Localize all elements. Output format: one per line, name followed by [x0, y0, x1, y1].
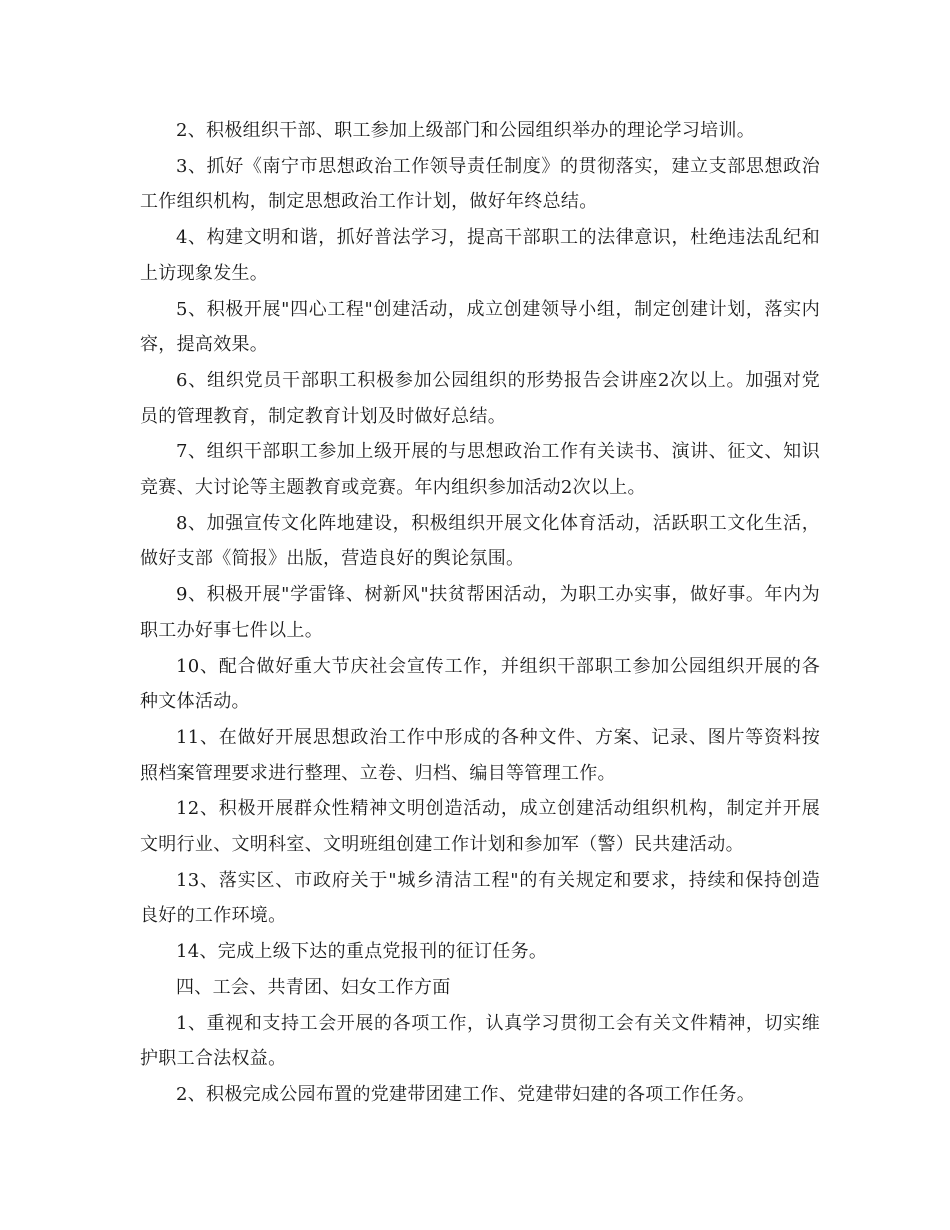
section-heading-union-youth-women: 四、工会、共青团、妇女工作方面 [176, 976, 451, 998]
paragraph-item-13-clean-project: 13、落实区、市政府关于"城乡清洁工程"的有关规定和要求，持续和保持创造良好的工作环境。 [140, 869, 820, 927]
paragraph-item-3-responsibility-system: 3、抓好《南宁市思想政治工作领导责任制度》的贯彻落实，建立支部思想政治工作组织机构，制定思想政治工作计划，做好年终总结。 [140, 155, 820, 213]
paragraph-item-7-theme-education: 7、组织干部职工参加上级开展的与思想政治工作有关读书、演讲、征文、知识竞赛、大讨论等主题教育或竞赛。年内组织参加活动2次以上。 [140, 441, 820, 499]
paragraph-item-14-newspaper-subscription: 14、完成上级下达的重点党报刊的征订任务。 [176, 941, 548, 963]
paragraph-item-8-culture-publicity: 8、加强宣传文化阵地建设，积极组织开展文化体育活动，活跃职工文化生活，做好支部《简报》出版，营造良好的舆论氛围。 [140, 512, 820, 570]
paragraph-item-2-theory-training: 2、积极组织干部、职工参加上级部门和公园组织举办的理论学习培训。 [176, 120, 756, 141]
paragraph-item-1-union-support: 1、重视和支持工会开展的各项工作，认真学习贯彻工会有关文件精神，切实维护职工合法权益。 [140, 1012, 820, 1070]
paragraph-item-9-lei-feng-activity: 9、积极开展"学雷锋、树新风"扶贫帮困活动，为职工办实事，做好事。年内为职工办好事七件以上。 [140, 584, 820, 641]
paragraph-item-11-archive-management: 11、在做好开展思想政治工作中形成的各种文件、方案、记录、图片等资料按照档案管理要求进行整理、立卷、归档、编目等管理工作。 [140, 726, 820, 784]
paragraph-item-2-party-building: 2、积极完成公园布置的党建带团建工作、党建带妇建的各项工作任务。 [176, 1083, 756, 1105]
paragraph-item-4-law-study: 4、构建文明和谐，抓好普法学习，提高干部职工的法律意识，杜绝违法乱纪和上访现象发生。 [140, 227, 820, 284]
paragraph-item-10-festival-publicity: 10、配合做好重大节庆社会宣传工作，并组织干部职工参加公园组织开展的各种文体活动。 [140, 655, 820, 713]
document-body [140, 113, 820, 1113]
paragraph-item-6-situation-report: 6、组织党员干部职工积极参加公园组织的形势报告会讲座2次以上。加强对党员的管理教育，制定教育计划及时做好总结。 [140, 369, 820, 427]
paragraph-item-12-civilization-creation: 12、积极开展群众性精神文明创造活动，成立创建活动组织机构，制定并开展文明行业、文明科室、文明班组创建工作计划和参加军（警）民共建活动。 [140, 798, 820, 856]
paragraph-item-5-four-hearts-project: 5、积极开展"四心工程"创建活动，成立创建领导小组，制定创建计划，落实内容，提高效果。 [140, 298, 820, 356]
